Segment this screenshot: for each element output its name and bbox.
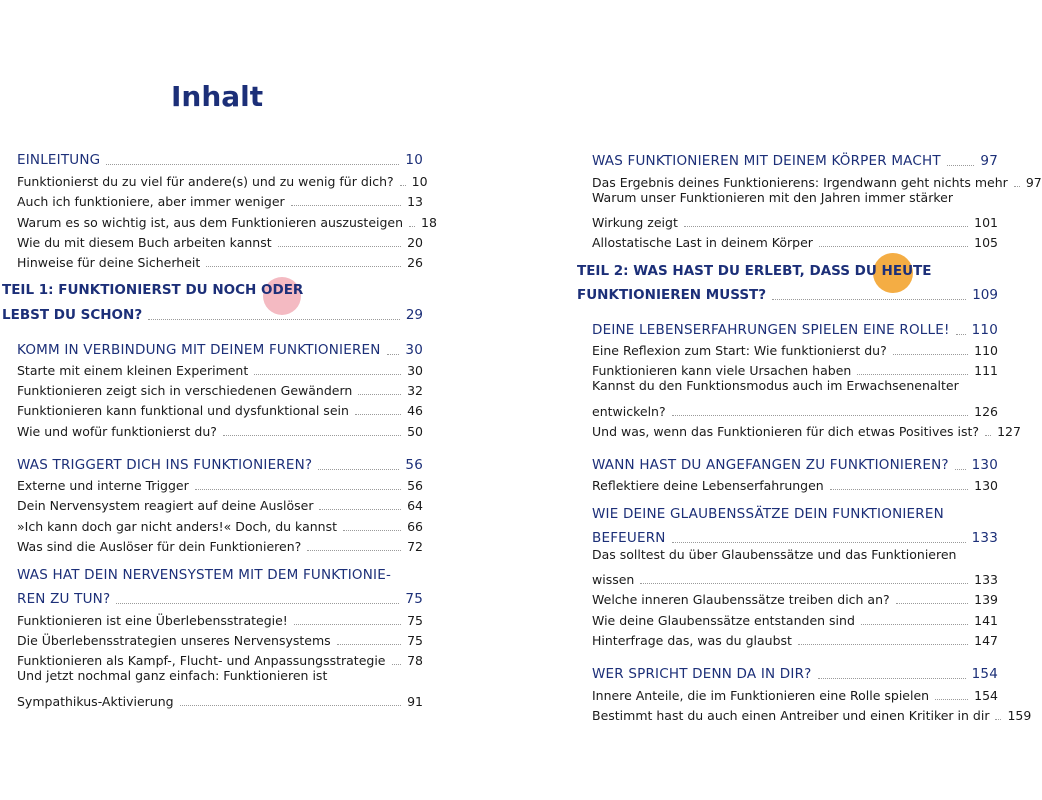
dot-leader bbox=[947, 165, 975, 166]
toc-page-number: 154 bbox=[971, 666, 998, 682]
toc-page-number: 75 bbox=[407, 633, 423, 648]
toc-section-label: WAS HAT DEIN NERVENSYSTEM MIT DEM FUNKTIONIE- bbox=[17, 567, 392, 583]
toc-entry[interactable] bbox=[17, 230, 423, 250]
toc-part-1-line1[interactable] bbox=[2, 283, 423, 303]
toc-entry[interactable] bbox=[592, 358, 998, 378]
toc-page-number: 78 bbox=[407, 653, 423, 668]
toc-page-number: 141 bbox=[974, 613, 998, 628]
toc-entry-label: Kannst du den Funktionsmodus auch im Erwachsenenalter bbox=[592, 378, 959, 393]
toc-entry[interactable] bbox=[17, 189, 423, 209]
toc-page-number: 105 bbox=[974, 235, 998, 250]
toc-entry-label: Funktionieren als Kampf-, Flucht- und Anpassungsstrategie bbox=[17, 653, 386, 668]
toc-entry-label: Funktionieren kann funktional und dysfunktional sein bbox=[17, 403, 349, 418]
dot-leader bbox=[148, 319, 400, 320]
toc-page-number: 46 bbox=[407, 403, 423, 418]
toc-entry[interactable] bbox=[592, 628, 998, 648]
dot-leader bbox=[955, 469, 966, 470]
toc-part-label: TEIL 2: WAS HAST DU ERLEBT, DASS DU HEUTE bbox=[577, 263, 932, 279]
dot-leader bbox=[857, 374, 968, 375]
toc-page-number: 10 bbox=[411, 174, 428, 189]
toc-page-number: 111 bbox=[974, 363, 998, 378]
dot-leader bbox=[206, 266, 401, 267]
toc-page-number: 18 bbox=[421, 215, 437, 230]
toc-entry-label: Bestimmt hast du auch einen Antreiber und einen Kritiker in dir bbox=[592, 708, 990, 723]
toc-entry[interactable] bbox=[17, 419, 423, 439]
toc-entry-label: entwickeln? bbox=[592, 404, 666, 419]
toc-entry-line1[interactable] bbox=[592, 190, 998, 210]
toc-entry-label: Hinterfrage das, was du glaubst bbox=[592, 633, 792, 648]
dot-leader bbox=[291, 205, 401, 206]
toc-entry[interactable] bbox=[592, 473, 998, 493]
toc-entry[interactable] bbox=[17, 514, 423, 534]
toc-page-number: 75 bbox=[407, 613, 423, 628]
toc-entry-label: Wie und wofür funktionierst du? bbox=[17, 424, 217, 439]
toc-entry-label: Funktionierst du zu viel für andere(s) und zu wenig für dich? bbox=[17, 174, 394, 189]
toc-entry-label: Sympathikus-Aktivierung bbox=[17, 694, 174, 709]
toc-page-number: 147 bbox=[974, 633, 998, 648]
toc-section-label: WANN HAST DU ANGEFANGEN ZU FUNKTIONIEREN? bbox=[592, 457, 949, 473]
toc-entry[interactable] bbox=[592, 608, 998, 628]
toc-entry[interactable] bbox=[592, 419, 1021, 439]
toc-page-number: 72 bbox=[407, 539, 423, 554]
toc-section-label: BEFEUERN bbox=[592, 530, 666, 546]
toc-entry-label: Warum unser Funktionieren mit den Jahren immer stärker bbox=[592, 190, 953, 205]
dot-leader bbox=[830, 489, 968, 490]
dot-leader bbox=[116, 603, 399, 604]
dot-leader bbox=[195, 489, 401, 490]
toc-page-number: 66 bbox=[407, 519, 423, 534]
toc-section-label: REN ZU TUN? bbox=[17, 591, 111, 607]
toc-entry-label: Auch ich funktioniere, aber immer weniger bbox=[17, 194, 285, 209]
toc-entry-label: Hinweise für deine Sicherheit bbox=[17, 255, 201, 270]
toc-section-erfahrungen[interactable] bbox=[592, 318, 998, 338]
toc-page-number: 101 bbox=[974, 215, 998, 230]
toc-section-label: DEINE LEBENSERFAHRUNGEN SPIELEN EINE ROLLE! bbox=[592, 322, 950, 338]
toc-section-label: WIE DEINE GLAUBENSSÄTZE DEIN FUNKTIONIEREN bbox=[592, 506, 944, 522]
toc-entry-label: Starte mit einem kleinen Experiment bbox=[17, 363, 249, 378]
toc-entry[interactable] bbox=[17, 358, 423, 378]
toc-page-number: 133 bbox=[971, 530, 998, 546]
dot-leader bbox=[861, 624, 968, 625]
toc-part-2-line1[interactable] bbox=[577, 264, 998, 284]
toc-section-koerper[interactable] bbox=[592, 149, 998, 169]
toc-page-number: 130 bbox=[971, 457, 998, 473]
toc-entry[interactable] bbox=[17, 473, 423, 493]
toc-page-number: 159 bbox=[1007, 708, 1032, 723]
dot-leader bbox=[409, 226, 415, 227]
toc-page-number: 64 bbox=[407, 498, 423, 513]
dot-leader bbox=[819, 246, 968, 247]
dot-leader bbox=[956, 334, 966, 335]
dot-leader bbox=[180, 705, 402, 706]
toc-page-number: 139 bbox=[974, 592, 998, 607]
toc-entry-label: Wirkung zeigt bbox=[592, 215, 678, 230]
dot-leader bbox=[254, 374, 401, 375]
toc-section-glauben[interactable] bbox=[592, 526, 998, 546]
toc-entry-label: Die Überlebensstrategien unseres Nervensystems bbox=[17, 633, 331, 648]
toc-page-number: 110 bbox=[971, 322, 998, 338]
toc-entry-label: Innere Anteile, die im Funktionieren eine Rolle spielen bbox=[592, 688, 930, 703]
toc-page-number: 127 bbox=[997, 424, 1021, 439]
dot-leader bbox=[985, 435, 991, 436]
dot-leader bbox=[337, 644, 401, 645]
toc-section-label: WAS TRIGGERT DICH INS FUNKTIONIEREN? bbox=[17, 457, 313, 473]
toc-entry-label: Dein Nervensystem reagiert auf deine Auslöser bbox=[17, 498, 314, 513]
toc-page-number: 30 bbox=[407, 363, 423, 378]
dot-leader bbox=[798, 644, 968, 645]
toc-page-number: 97 bbox=[980, 153, 998, 169]
toc-page-number: 30 bbox=[405, 342, 423, 358]
dot-leader bbox=[640, 583, 968, 584]
toc-page-number: 97 bbox=[1025, 175, 1042, 190]
toc-page-number: 126 bbox=[974, 404, 998, 419]
dot-leader bbox=[318, 469, 399, 470]
toc-page-number: 50 bbox=[407, 424, 423, 439]
dot-leader bbox=[995, 719, 1001, 720]
toc-entry[interactable] bbox=[592, 683, 998, 703]
toc-page-number: 13 bbox=[407, 194, 423, 209]
toc-section-angefangen[interactable] bbox=[592, 453, 998, 473]
dot-leader bbox=[307, 550, 401, 551]
toc-entry-label: Wie du mit diesem Buch arbeiten kannst bbox=[17, 235, 272, 250]
toc-page-number: 110 bbox=[974, 343, 998, 358]
toc-entry-label: Wie deine Glaubenssätze entstanden sind bbox=[592, 613, 855, 628]
page-title: Inhalt bbox=[171, 80, 264, 113]
toc-entry[interactable] bbox=[17, 628, 423, 648]
toc-part-label: TEIL 1: FUNKTIONIERST DU NOCH ODER bbox=[2, 282, 304, 298]
toc-entry-label: Reflektiere deine Lebenserfahrungen bbox=[592, 478, 824, 493]
dot-leader bbox=[672, 415, 969, 416]
toc-entry-label: wissen bbox=[592, 572, 635, 587]
toc-section-label: WER SPRICHT DENN DA IN DIR? bbox=[592, 666, 812, 682]
toc-section-kontakt[interactable] bbox=[17, 338, 423, 358]
toc-part-1[interactable] bbox=[2, 303, 423, 323]
toc-part-label: LEBST DU SCHON? bbox=[2, 307, 143, 323]
toc-entry-label: Welche inneren Glaubenssätze treiben dich an? bbox=[592, 592, 890, 607]
toc-page-number: 26 bbox=[407, 255, 423, 270]
toc-part-2[interactable] bbox=[577, 283, 998, 303]
dot-leader bbox=[1014, 186, 1020, 187]
dot-leader bbox=[935, 699, 968, 700]
toc-section-einleitung[interactable] bbox=[17, 148, 423, 168]
toc-section-label: EINLEITUNG bbox=[17, 152, 101, 168]
dot-leader bbox=[223, 435, 401, 436]
toc-page-number: 75 bbox=[405, 591, 423, 607]
toc-section-spricht[interactable] bbox=[592, 662, 998, 682]
dot-leader bbox=[896, 603, 968, 604]
dot-leader bbox=[684, 226, 968, 227]
dot-leader bbox=[772, 299, 966, 300]
toc-entry[interactable] bbox=[17, 169, 428, 189]
toc-entry[interactable] bbox=[592, 703, 1032, 723]
toc-entry[interactable] bbox=[592, 210, 998, 230]
toc-entry-label: Warum es so wichtig ist, aus dem Funktionieren auszusteigen bbox=[17, 215, 404, 230]
toc-entry[interactable] bbox=[17, 250, 423, 270]
toc-entry[interactable] bbox=[592, 338, 998, 358]
toc-entry[interactable] bbox=[592, 230, 998, 250]
toc-page-number: 109 bbox=[972, 287, 998, 303]
toc-page-number: 154 bbox=[974, 688, 998, 703]
toc-section-glauben-line1[interactable] bbox=[592, 507, 998, 527]
toc-entry[interactable] bbox=[17, 378, 423, 398]
toc-entry[interactable] bbox=[592, 399, 998, 419]
toc-entry[interactable] bbox=[592, 170, 1042, 190]
toc-entry[interactable] bbox=[17, 210, 437, 230]
toc-part-label: FUNKTIONIEREN MUSST? bbox=[577, 287, 767, 303]
toc-entry-label: Funktionieren ist eine Überlebensstrategie! bbox=[17, 613, 288, 628]
toc-page-number: 32 bbox=[407, 383, 423, 398]
toc-entry-label: Das Ergebnis deines Funktionierens: Irgendwann geht nichts mehr bbox=[592, 175, 1008, 190]
dot-leader bbox=[278, 246, 401, 247]
dot-leader bbox=[818, 678, 966, 679]
toc-page-number: 29 bbox=[405, 307, 423, 323]
toc-entry-label: Das solltest du über Glaubenssätze und das Funktionieren bbox=[592, 547, 957, 562]
toc-section-label: WAS FUNKTIONIEREN MIT DEINEM KÖRPER MACHT bbox=[592, 153, 941, 169]
toc-entry[interactable] bbox=[17, 689, 423, 709]
toc-entry-label: Was sind die Auslöser für dein Funktionieren? bbox=[17, 539, 302, 554]
dot-leader bbox=[893, 354, 968, 355]
dot-leader bbox=[400, 185, 406, 186]
dot-leader bbox=[387, 354, 400, 355]
toc-page-number: 91 bbox=[407, 694, 423, 709]
dot-leader bbox=[358, 394, 401, 395]
dot-leader bbox=[355, 414, 401, 415]
toc-entry[interactable] bbox=[17, 534, 423, 554]
dot-leader bbox=[392, 664, 402, 665]
dot-leader bbox=[672, 542, 966, 543]
dot-leader bbox=[343, 530, 401, 531]
toc-entry-label: Funktionieren zeigt sich in verschiedenen Gewändern bbox=[17, 383, 353, 398]
dot-leader bbox=[106, 164, 399, 165]
toc-section-label: KOMM IN VERBINDUNG MIT DEINEM FUNKTIONIEREN bbox=[17, 342, 381, 358]
toc-entry-label: Funktionieren kann viele Ursachen haben bbox=[592, 363, 852, 378]
toc-page-number: 56 bbox=[407, 478, 423, 493]
toc-entry-label: »Ich kann doch gar nicht anders!« Doch, du kannst bbox=[17, 519, 337, 534]
toc-entry-label: Eine Reflexion zum Start: Wie funktionierst du? bbox=[592, 343, 887, 358]
dot-leader bbox=[294, 624, 401, 625]
toc-page-number: 20 bbox=[407, 235, 423, 250]
toc-entry[interactable] bbox=[592, 567, 998, 587]
toc-entry-label: Und jetzt nochmal ganz einfach: Funktionieren ist bbox=[17, 668, 328, 683]
toc-entry-line1[interactable] bbox=[592, 547, 998, 567]
toc-entry[interactable] bbox=[17, 398, 423, 418]
toc-entry-label: Externe und interne Trigger bbox=[17, 478, 189, 493]
toc-page-number: 10 bbox=[405, 152, 423, 168]
toc-entry-line1[interactable] bbox=[592, 378, 998, 398]
toc-page-number: 130 bbox=[974, 478, 998, 493]
toc-entry[interactable] bbox=[17, 493, 423, 513]
toc-entry-label: Allostatische Last in deinem Körper bbox=[592, 235, 813, 250]
toc-entry[interactable] bbox=[592, 587, 998, 607]
toc-entry-line1[interactable] bbox=[17, 668, 423, 688]
toc-entry[interactable] bbox=[17, 648, 423, 668]
toc-page-number: 133 bbox=[974, 572, 998, 587]
toc-page-number: 56 bbox=[405, 457, 423, 473]
toc-section-nerven-line1[interactable] bbox=[17, 568, 423, 588]
dot-leader bbox=[319, 509, 401, 510]
toc-entry[interactable] bbox=[17, 608, 423, 628]
toc-section-nerven[interactable] bbox=[17, 587, 423, 607]
toc-section-trigger[interactable] bbox=[17, 453, 423, 473]
toc-entry-label: Und was, wenn das Funktionieren für dich etwas Positives ist? bbox=[592, 424, 980, 439]
